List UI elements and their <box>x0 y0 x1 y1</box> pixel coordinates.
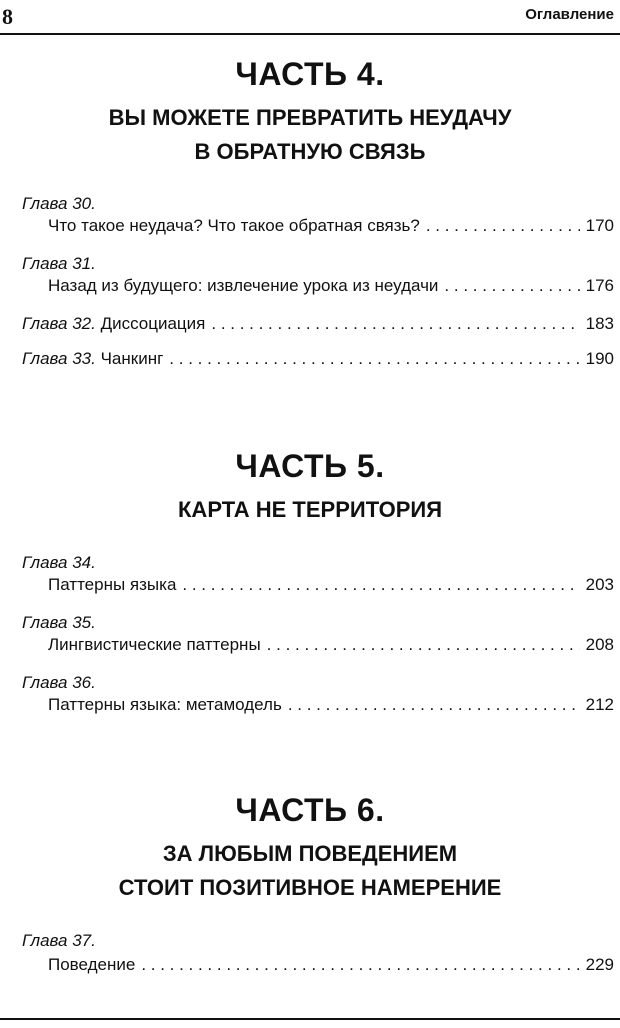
page-ref: 229 <box>585 955 614 974</box>
chapter-label: Глава 37. <box>22 931 96 950</box>
leader-dots <box>182 575 579 595</box>
page-ref: 183 <box>585 314 614 333</box>
toc-entry[interactable] <box>22 314 614 340</box>
running-title: Оглавление <box>525 6 614 23</box>
leader-dots <box>288 695 580 715</box>
chapter-title-text: Диссоциация <box>100 314 206 333</box>
part-heading <box>0 792 620 905</box>
chapter-title: Паттерны языка <box>48 575 177 594</box>
page-ref: 212 <box>585 695 614 714</box>
page-ref: 170 <box>585 216 614 235</box>
toc-entry[interactable] <box>48 216 614 242</box>
chapter-label: Глава 30. <box>22 194 96 213</box>
toc-entry[interactable] <box>22 349 614 375</box>
part-subtitle <box>0 837 620 905</box>
leader-dots <box>211 314 579 334</box>
chapter-label: Глава 32. <box>22 314 96 333</box>
toc-entry[interactable] <box>48 575 614 601</box>
chapter-label: Глава 35. <box>22 613 96 632</box>
page-ref: 176 <box>585 276 614 295</box>
part-subtitle-line: ВЫ МОЖЕТЕ ПРЕВРАТИТЬ НЕУДАЧУ <box>108 105 512 130</box>
part-title: ЧАСТЬ 4. <box>235 56 385 92</box>
chapter-label: Глава 33. <box>22 349 96 368</box>
page-ref: 203 <box>585 575 614 594</box>
toc-entry[interactable] <box>48 955 614 981</box>
page-number: 8 <box>2 4 13 29</box>
chapter-title <box>96 314 206 334</box>
toc-entry[interactable] <box>48 695 614 721</box>
part-subtitle-line: СТОИТ ПОЗИТИВНОЕ НАМЕРЕНИЕ <box>118 875 502 900</box>
chapter-label: Глава 31. <box>22 254 96 273</box>
page-header <box>0 0 620 40</box>
chapter-title-text: Чанкинг <box>100 349 164 368</box>
leader-dots <box>444 276 579 296</box>
chapter-title: Что такое неудача? Что такое обратная связь? <box>48 216 420 235</box>
part-subtitle <box>0 493 620 527</box>
part-subtitle-line: КАРТА НЕ ТЕРРИТОРИЯ <box>178 497 442 522</box>
part-title: ЧАСТЬ 5. <box>235 448 385 484</box>
part-subtitle-line: ЗА ЛЮБЫМ ПОВЕДЕНИЕМ <box>162 841 458 866</box>
toc-entry[interactable] <box>48 276 614 302</box>
chapter-label: Глава 36. <box>22 673 96 692</box>
chapter-title: Назад из будущего: извлечение урока из неудачи <box>48 276 439 295</box>
footer-rule <box>0 1018 620 1020</box>
leader-dots <box>169 349 579 369</box>
chapter-title <box>96 349 163 369</box>
chapter-title: Лингвистические паттерны <box>48 635 261 654</box>
header-rule <box>0 33 620 35</box>
chapter-title: Поведение <box>48 955 136 974</box>
leader-dots <box>141 955 579 975</box>
page-ref: 208 <box>585 635 614 654</box>
part-subtitle <box>0 101 620 169</box>
toc-entry[interactable] <box>48 635 614 661</box>
part-subtitle-line: В ОБРАТНУЮ СВЯЗЬ <box>194 139 426 164</box>
page-ref: 190 <box>585 349 614 368</box>
part-heading <box>0 448 620 527</box>
leader-dots <box>426 216 580 236</box>
leader-dots <box>267 635 580 655</box>
part-title: ЧАСТЬ 6. <box>235 792 385 828</box>
part-heading <box>0 56 620 169</box>
chapter-label: Глава 34. <box>22 553 96 572</box>
chapter-title: Паттерны языка: метамодель <box>48 695 282 714</box>
